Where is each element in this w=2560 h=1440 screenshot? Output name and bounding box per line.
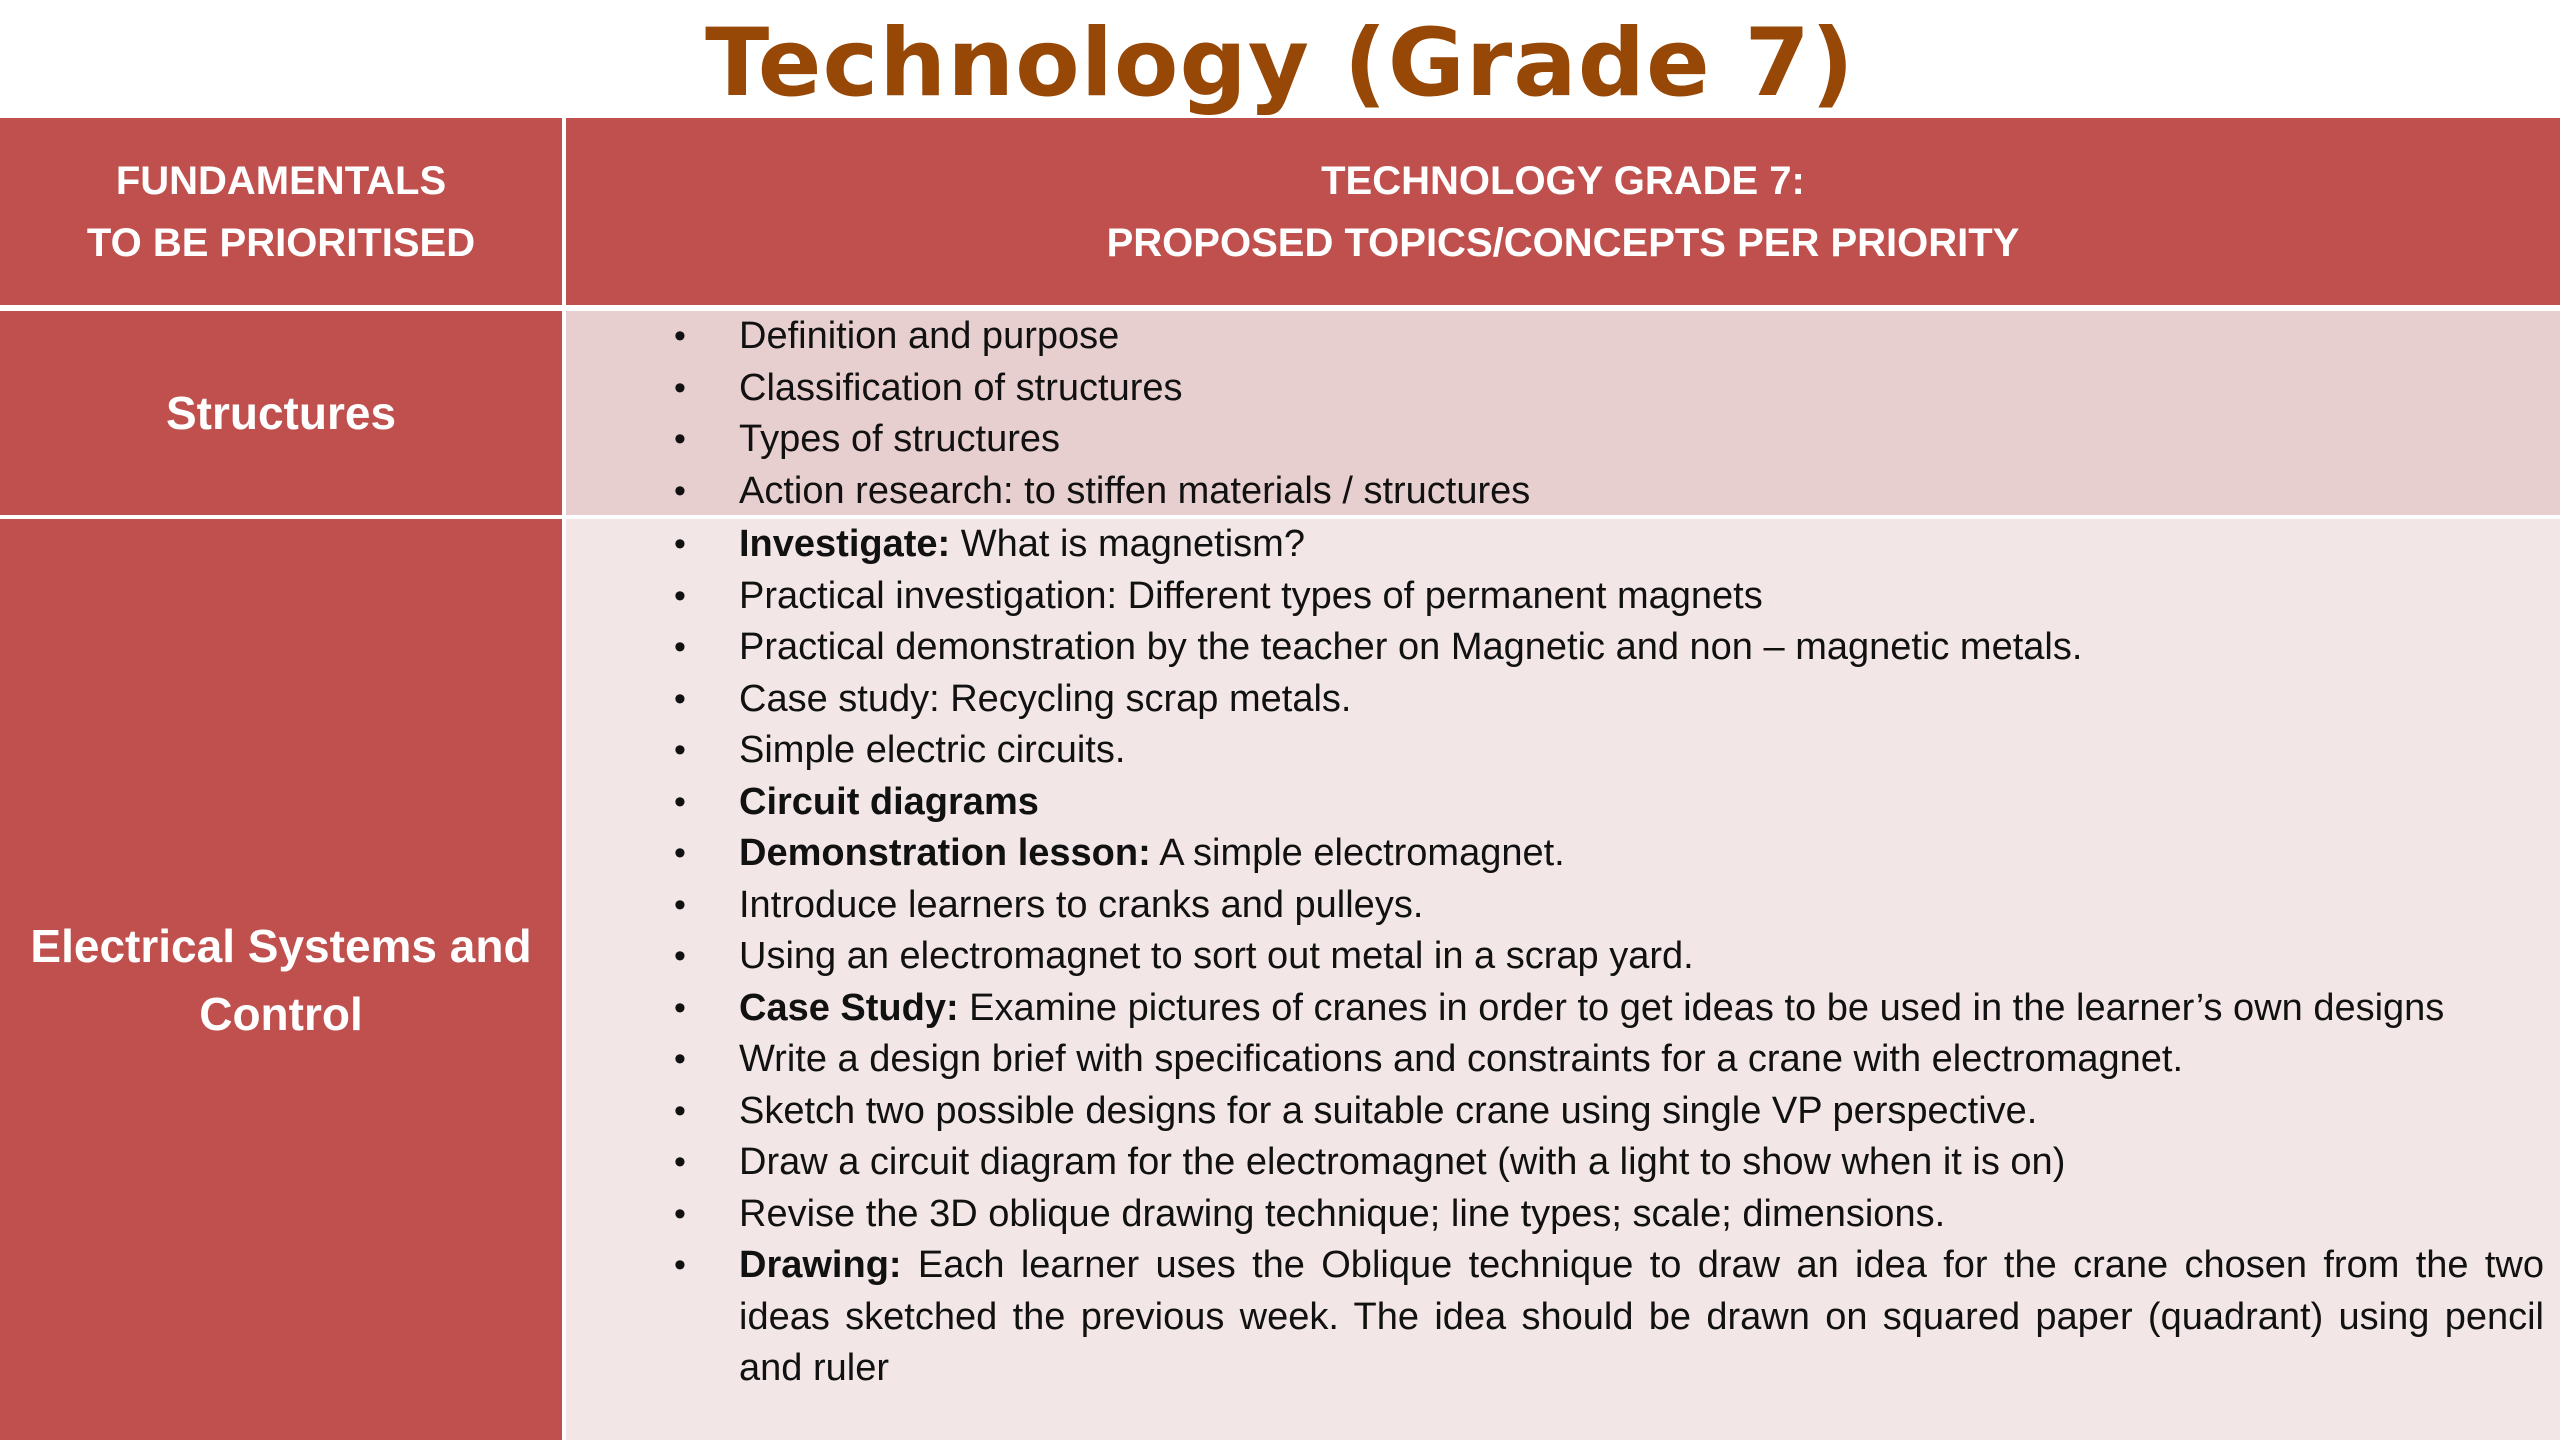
topic-bold-label: Drawing: [739, 1244, 902, 1286]
page-title: Technology (Grade 7) [705, 9, 1855, 118]
bullet-icon: • [674, 471, 686, 510]
bullet-icon: • [674, 679, 686, 718]
bullet-icon: • [674, 525, 686, 563]
bullet-icon: • [674, 834, 686, 872]
topic-text: What is magnetism? [950, 523, 1305, 565]
bullet-icon: • [674, 1194, 686, 1233]
topic-text: Practical demonstration by the teacher on Magnetic and non – magnetic metals. [739, 626, 2083, 668]
topic-text: Sketch two possible designs for a suitable crane using single VP perspective. [739, 1089, 2038, 1132]
topic-text: Introduce learners to cranks and pulleys. [739, 883, 1424, 926]
topic-text: Simple electric circuits. [739, 729, 1126, 771]
bullet-icon: • [674, 885, 686, 924]
header-topics [566, 118, 2560, 311]
list-item [566, 311, 2544, 363]
bullet-icon: • [674, 937, 686, 975]
list-item [566, 931, 2544, 983]
topic-bold-label: Circuit diagrams [739, 780, 1039, 823]
list-item [566, 1137, 2544, 1189]
topic-bold-label: Investigate: [739, 523, 951, 565]
bullet-icon: • [674, 1143, 686, 1181]
header-fundamentals-line2: TO BE PRIORITISED [86, 220, 476, 265]
topic-text: Each learner uses the Oblique technique to draw an idea for the crane chosen from the two ideas sketched the previous week. The idea should be drawn on squared paper (quadrant) using pencil and ruler [739, 1244, 2555, 1389]
topic-list [566, 311, 2544, 517]
list-item [566, 1189, 2544, 1241]
header-topics-line1: TECHNOLOGY GRADE 7: [1321, 158, 1805, 203]
list-item [566, 363, 2544, 415]
topic-text: Revise the 3D oblique drawing technique; line types; scale; dimensions. [739, 1192, 1946, 1235]
fundamental-label: Structures [165, 387, 397, 439]
bullet-icon: • [674, 420, 686, 458]
topic-text: Using an electromagnet to sort out metal in a scrap yard. [739, 935, 1694, 977]
bullet-icon: • [674, 1040, 686, 1078]
fundamental-structures [0, 311, 566, 519]
fundamental-label-line2: Control [199, 987, 363, 1040]
list-item [566, 519, 2544, 571]
topic-text: Draw a circuit diagram for the electromagnet (with a light to show when it is on) [739, 1141, 2066, 1183]
topics-table [0, 118, 2560, 1440]
topics-electrical-systems [566, 519, 2560, 1440]
header-fundamentals [0, 118, 566, 311]
bullet-icon: • [674, 782, 686, 821]
list-item [566, 725, 2544, 777]
header-topics-line2: PROPOSED TOPICS/CONCEPTS PER PRIORITY [1106, 220, 2020, 265]
list-item [566, 466, 2544, 518]
header-fundamentals-line1: FUNDAMENTALS [115, 158, 447, 203]
list-item [566, 674, 2544, 726]
topic-text: Classification of structures [739, 366, 1183, 409]
topic-bold-label: Case Study: [739, 986, 959, 1029]
topics-structures [566, 311, 2560, 519]
list-item [566, 1240, 2555, 1395]
bullet-icon: • [674, 1091, 686, 1130]
bullet-icon: • [674, 317, 686, 355]
list-item [566, 828, 2544, 880]
list-item [566, 571, 2544, 623]
topic-text: Examine pictures of cranes in order to get ideas to be used in the learner’s own designs [958, 986, 2445, 1029]
list-item [566, 622, 2544, 674]
topic-text: Action research: to stiffen materials / structures [739, 469, 1531, 512]
list-item [566, 1034, 2544, 1086]
topic-bold-label: Demonstration lesson: [739, 832, 1151, 874]
list-item [566, 1086, 2544, 1138]
bullet-icon: • [674, 731, 686, 769]
topic-text: Practical investigation: Different types of permanent magnets [739, 574, 1763, 617]
topic-text: Definition and purpose [739, 315, 1120, 357]
bullet-icon: • [674, 576, 686, 615]
list-item [566, 777, 2544, 829]
bullet-icon: • [674, 1246, 686, 1284]
topic-text: Case study: Recycling scrap metals. [739, 677, 1352, 720]
fundamental-label-line1: Electrical Systems and [30, 919, 532, 972]
topic-text: A simple electromagnet. [1150, 832, 1565, 874]
bullet-icon: • [674, 628, 686, 666]
list-item [566, 880, 2544, 932]
list-item [566, 414, 2544, 466]
topic-list [566, 519, 2555, 1395]
fundamental-electrical-systems [0, 519, 566, 1440]
bullet-icon: • [674, 988, 686, 1027]
bullet-icon: • [674, 368, 686, 407]
list-item [566, 983, 2544, 1035]
topic-text: Types of structures [739, 418, 1061, 460]
topic-text: Write a design brief with specifications and constraints for a crane with electromagnet. [739, 1038, 2183, 1080]
